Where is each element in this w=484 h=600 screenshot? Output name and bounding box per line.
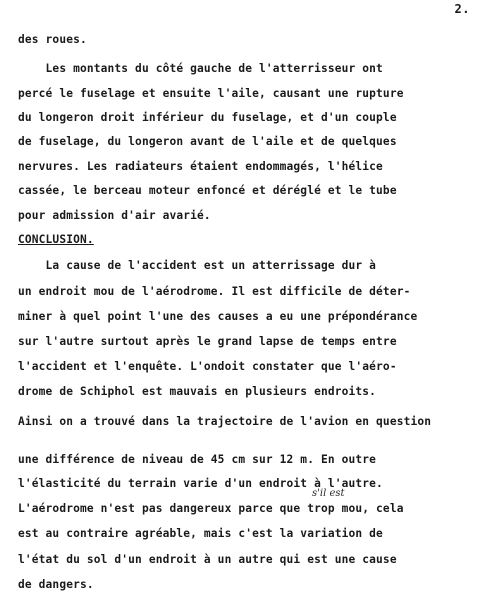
text-line: une différence de niveau de 45 cm sur 12 m. En outre bbox=[18, 453, 377, 466]
text-line: nervures. Les radiateurs étaient endommagés, l'hélice bbox=[18, 160, 383, 173]
section-heading: CONCLUSION. bbox=[18, 233, 94, 246]
handwritten-annotation: s'il est bbox=[312, 488, 345, 499]
text-line: Les montants du côté gauche de l'atterrisseur ont bbox=[18, 62, 383, 75]
text-line: miner à quel point l'une des causes a eu une prépondérance bbox=[18, 310, 418, 323]
text-line: de dangers. bbox=[18, 578, 94, 591]
text-line: l'accident et l'enquête. L'ondoit constater que l'aéro- bbox=[18, 360, 397, 373]
text-line: des roues. bbox=[18, 33, 87, 46]
text-line: l'élasticité du terrain varie d'un endroit à l'autre. bbox=[18, 477, 383, 490]
text-line: drome de Schiphol est mauvais en plusieurs endroits. bbox=[18, 385, 377, 398]
page-number: 2. bbox=[454, 2, 470, 16]
text-line: de fuselage, du longeron avant de l'aile et de quelques bbox=[18, 135, 397, 148]
text-line: La cause de l'accident est un atterrissage dur à bbox=[18, 259, 377, 272]
text-line: sur l'autre surtout après le grand lapse de temps entre bbox=[18, 335, 397, 348]
text-line: l'état du sol d'un endroit à un autre qui est une cause bbox=[18, 553, 397, 566]
text-line: du longeron droit inférieur du fuselage, et d'un couple bbox=[18, 111, 397, 124]
text-line: L'aérodrome n'est pas dangereux parce que trop mou, cela bbox=[18, 502, 404, 515]
text-line: Ainsi on a trouvé dans la trajectoire de l'avion en question bbox=[18, 415, 432, 428]
text-line: pour admission d'air avarié. bbox=[18, 209, 211, 222]
text-line: est au contraire agréable, mais c'est la variation de bbox=[18, 527, 383, 540]
text-line: cassée, le berceau moteur enfoncé et déréglé et le tube bbox=[18, 184, 397, 197]
text-line: un endroit mou de l'aérodrome. Il est difficile de déter- bbox=[18, 285, 411, 298]
text-line: percé le fuselage et ensuite l'aile, causant une rupture bbox=[18, 87, 404, 100]
